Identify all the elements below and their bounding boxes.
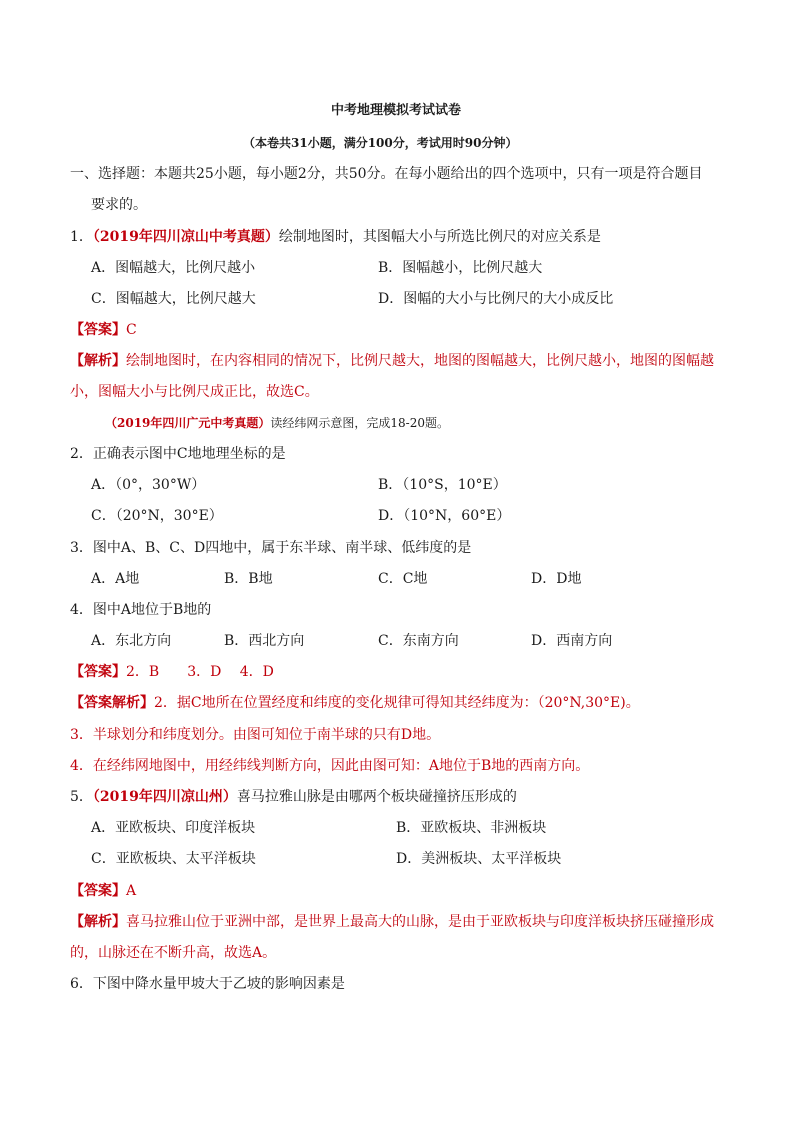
analysis-line1: 绘制地图时，在内容相同的情况下，比例尺越大，地图的图幅越大，比例尺越小，地图的图幅越: [126, 353, 714, 369]
question-3-option-b: B．B地: [224, 571, 273, 587]
analysis-line1: 喜马拉雅山位于亚洲中部，是世界上最高大的山脉，是由于亚欧板块与印度洋板块挤压碰撞形成: [126, 914, 714, 930]
question-5-option-b: B．亚欧板块、非洲板块: [396, 820, 547, 836]
group-text: 读经纬网示意图，完成18-20题。: [270, 416, 450, 430]
question-3-option-d: D．D地: [531, 571, 582, 587]
question-5-option-a: A．亚欧板块、印度洋板块: [91, 820, 256, 836]
analysis-2-4: [70, 693, 640, 713]
analysis-tag: 【答案解析】: [70, 695, 154, 711]
question-4-option-a: A．东北方向: [91, 633, 172, 649]
answer-value: C: [126, 322, 137, 338]
question-2-option-b: B．（10°S，10°E）: [378, 477, 507, 493]
question-4-option-c: C．东南方向: [378, 633, 459, 649]
question-5-option-d: D．美洲板块、太平洋板块: [396, 851, 562, 867]
analysis-line1: 2．据C地所在位置经度和纬度的变化规律可得知其经纬度为：（20°N,30°E)。: [154, 695, 640, 711]
analysis-tag: 【解析】: [70, 914, 126, 930]
question-1-number: 1．: [70, 229, 93, 245]
question-4-option-b: B．西北方向: [224, 633, 305, 649]
question-2-option-c: C．（20°N，30°E）: [91, 508, 223, 524]
answer-values: 2．B 3．D 4．D: [126, 664, 274, 680]
section-heading-line1: 一、选择题：本题共25小题，每小题2分，共50分。在每小题给出的四个选项中，只有一项是符合题目: [70, 166, 703, 182]
analysis-2-4-line3: 4．在经纬网地图中，用经纬线判断方向，因此由图可知：A地位于B地的西南方向。: [70, 758, 590, 774]
question-2-option-a: A．（0°，30°W）: [91, 477, 206, 493]
question-1-analysis-line2: 小，图幅大小与比例尺成正比，故选C。: [70, 384, 319, 400]
question-3-option-a: A．A地: [91, 571, 140, 587]
question-1-option-a: A．图幅越大，比例尺越小: [91, 260, 256, 276]
question-1-stem: [70, 227, 601, 247]
question-1-option-b: B．图幅越小，比例尺越大: [378, 260, 543, 276]
answer-value: A: [126, 883, 137, 899]
question-2-stem: 2．正确表示图中C地地理坐标的是: [70, 446, 286, 462]
question-3-option-c: C．C地: [378, 571, 428, 587]
question-1-source: （2019年四川凉山中考真题）: [92, 229, 279, 245]
answer-tag: 【答案】: [70, 664, 126, 680]
question-1-analysis: [70, 351, 714, 371]
question-1-option-c: C．图幅越大，比例尺越大: [91, 291, 256, 307]
question-2-option-d: D．（10°N，60°E）: [378, 508, 511, 524]
answers-2-4: [70, 662, 274, 682]
answer-tag: 【答案】: [70, 322, 126, 338]
question-5-stem: [70, 787, 517, 807]
analysis-2-4-line2: 3．半球划分和纬度划分。由图可知位于南半球的只有D地。: [70, 727, 441, 743]
question-5-answer: [70, 881, 136, 901]
group-intro: [105, 413, 449, 433]
analysis-tag: 【解析】: [70, 353, 126, 369]
page-title: 中考地理模拟考试试卷: [331, 103, 462, 118]
question-4-option-d: D．西南方向: [531, 633, 613, 649]
question-1-option-d: D．图幅的大小与比例尺的大小成反比: [378, 291, 614, 307]
question-3-stem: 3．图中A、B、C、D四地中，属于东半球、南半球、低纬度的是: [70, 540, 472, 556]
question-5-number: 5．: [70, 789, 93, 805]
question-1-text: 绘制地图时，其图幅大小与所选比例尺的对应关系是: [278, 229, 601, 245]
question-5-analysis: [70, 912, 714, 932]
question-5-option-c: C．亚欧板块、太平洋板块: [91, 851, 256, 867]
question-5-text: 喜马拉雅山脉是由哪两个板块碰撞挤压形成的: [236, 789, 517, 805]
answer-tag: 【答案】: [70, 883, 126, 899]
question-1-answer: [70, 320, 137, 340]
question-5-source: （2019年四川凉山州）: [92, 789, 237, 805]
section-heading-line2: 要求的。: [91, 197, 147, 213]
group-source: （2019年四川广元中考真题）: [105, 416, 271, 430]
page-subtitle: （本卷共31小题，满分100分，考试用时90分钟）: [243, 136, 518, 150]
question-6-stem: 6．下图中降水量甲坡大于乙坡的影响因素是: [70, 976, 345, 992]
question-5-analysis-line2: 的，山脉还在不断升高，故选A。: [70, 945, 277, 961]
section-heading: [70, 164, 703, 184]
question-4-stem: 4．图中A地位于B地的: [70, 602, 212, 618]
